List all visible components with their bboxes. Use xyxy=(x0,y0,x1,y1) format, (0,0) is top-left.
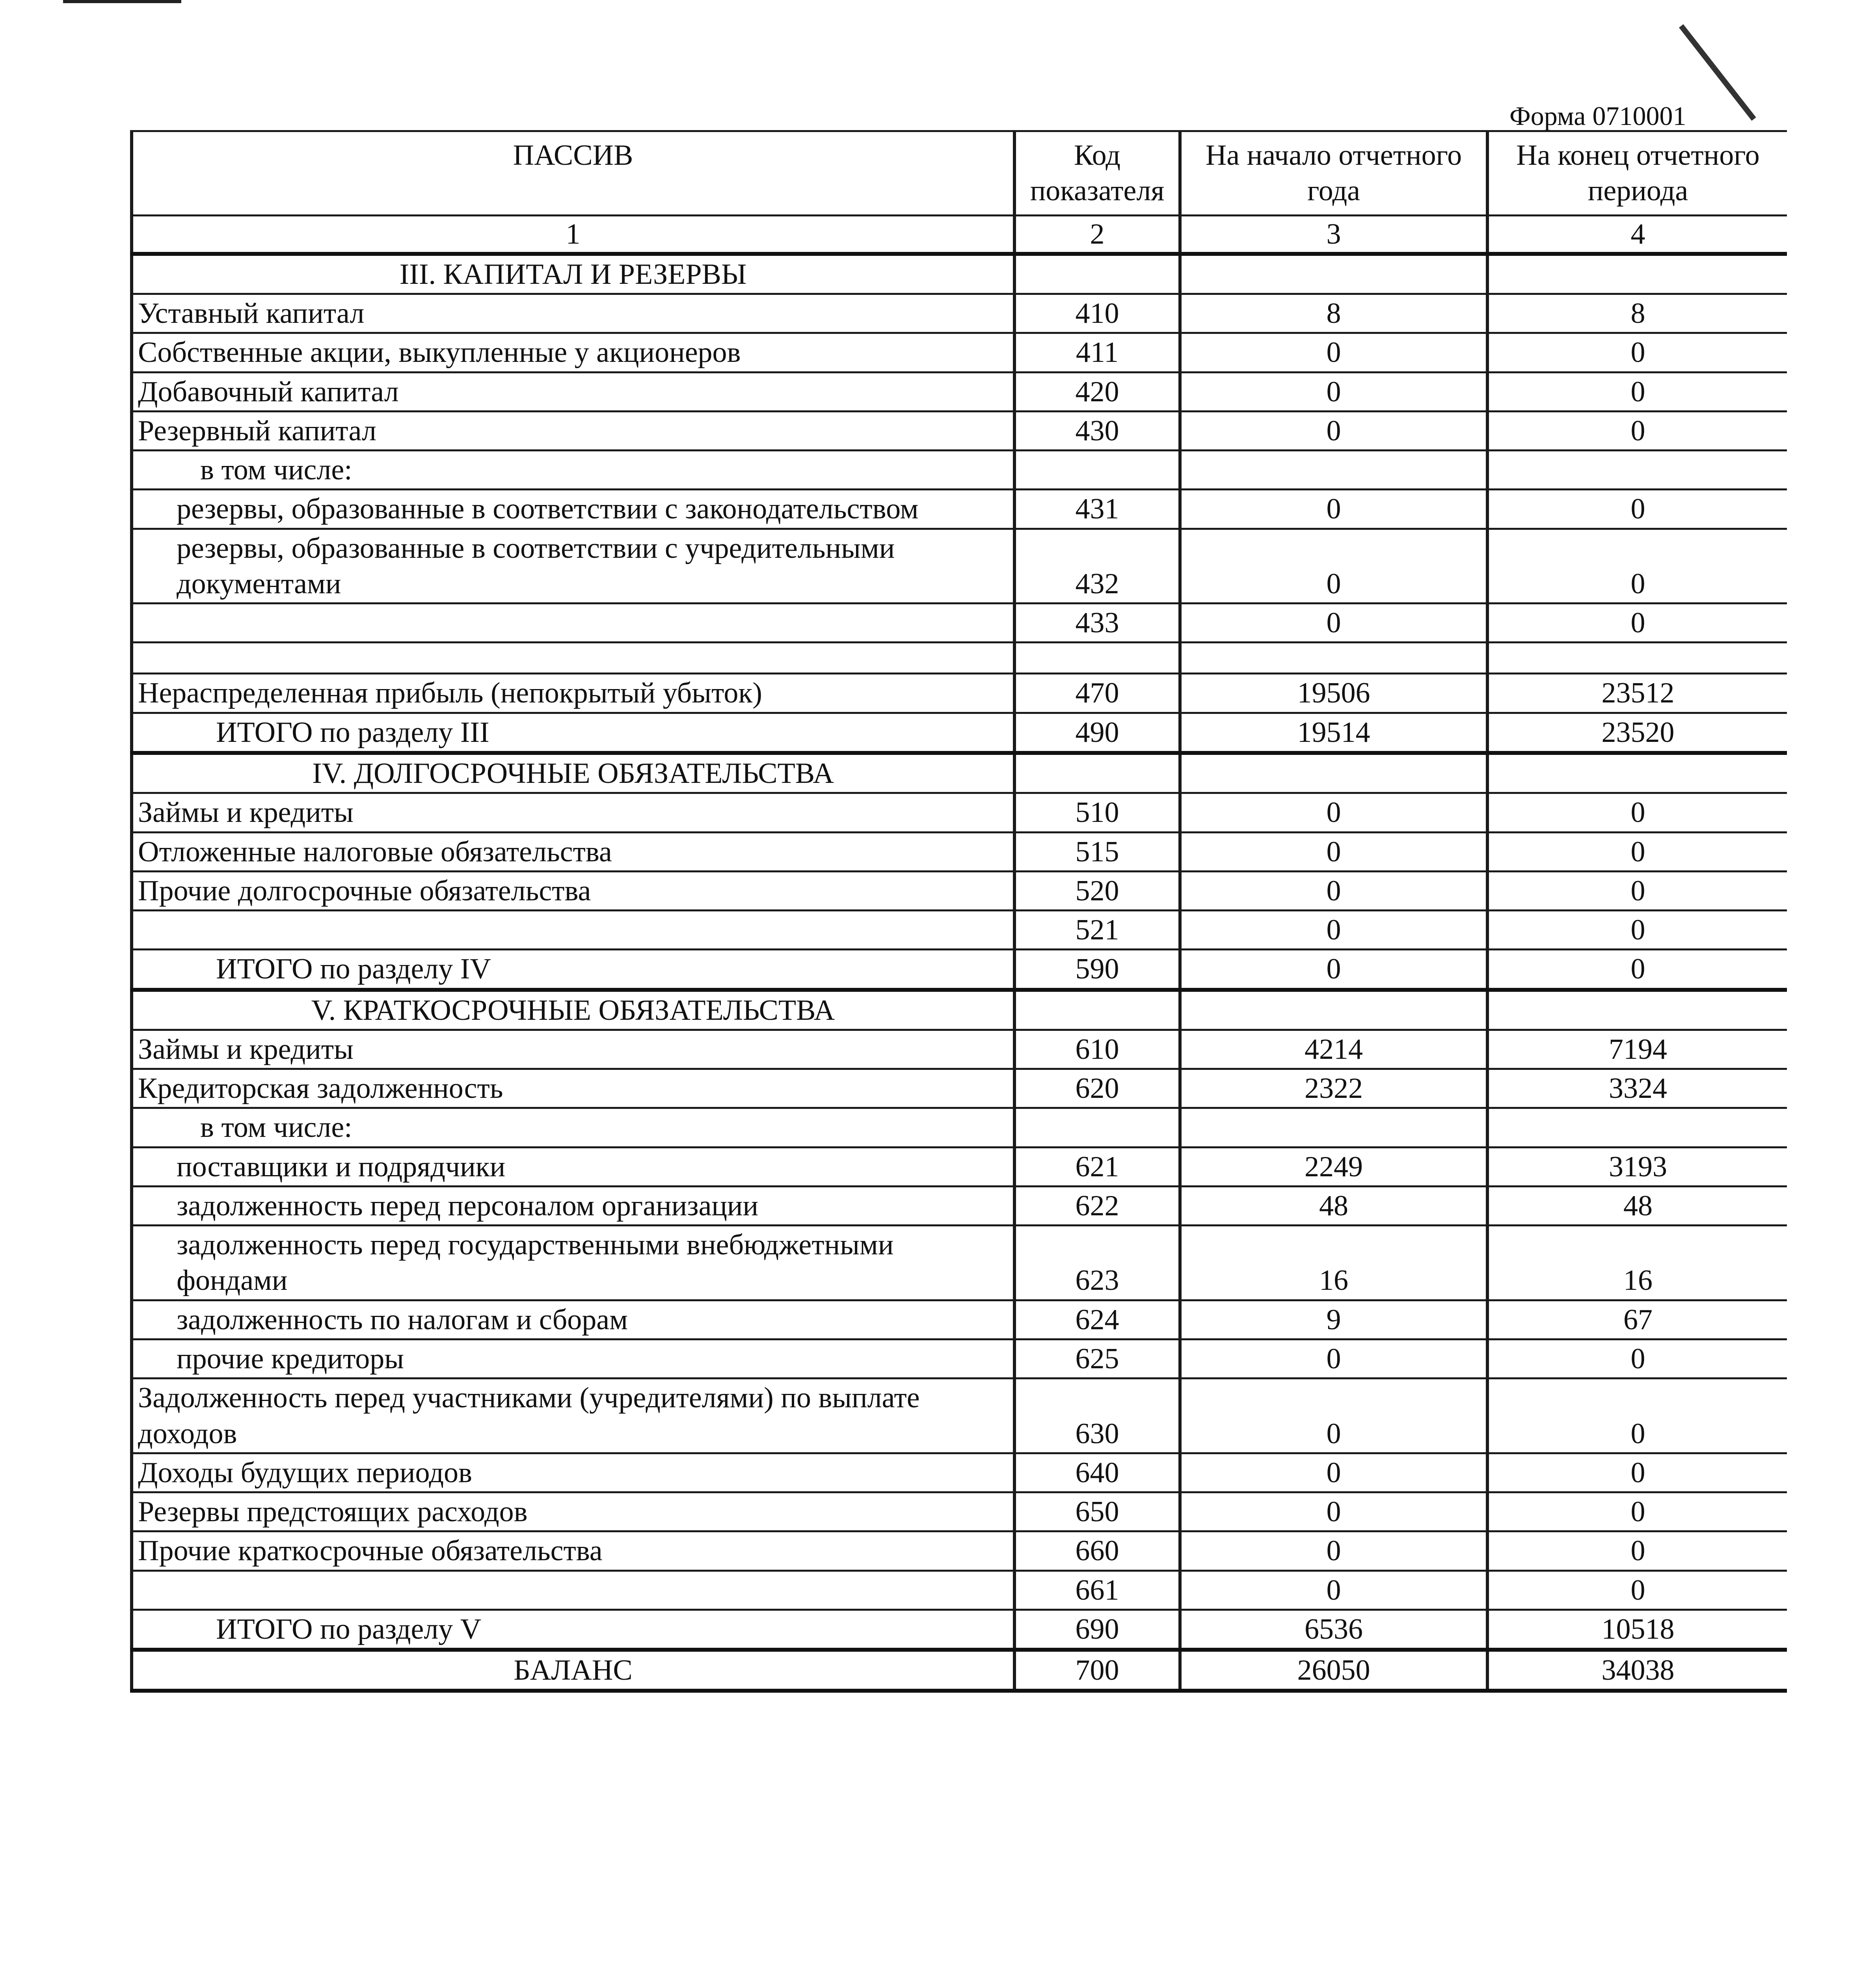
table-row xyxy=(132,832,1787,871)
header-start: На начало отчетного года xyxy=(1180,131,1487,216)
col-index: 3 xyxy=(1180,215,1487,254)
row-label: Собственные акции, выкупленные у акционеров xyxy=(132,333,1014,372)
row-label: ИТОГО по разделу V xyxy=(132,1610,1014,1650)
row-code: 430 xyxy=(1014,411,1180,450)
value-start: 19514 xyxy=(1180,713,1487,753)
table-row xyxy=(132,1570,1787,1610)
row-label: задолженность по налогам и сборам xyxy=(132,1300,1014,1339)
row-code: 624 xyxy=(1014,1300,1180,1339)
row-code: 622 xyxy=(1014,1186,1180,1225)
value-start: 0 xyxy=(1180,1453,1487,1492)
table-row xyxy=(132,1300,1787,1339)
table-row xyxy=(132,451,1787,490)
row-code: 590 xyxy=(1014,950,1180,990)
section-title: IV. ДОЛГОСРОЧНЫЕ ОБЯЗАТЕЛЬСТВА xyxy=(132,753,1014,793)
value-start: 19506 xyxy=(1180,674,1487,713)
row-label: ИТОГО по разделу III xyxy=(132,713,1014,753)
row-code: 510 xyxy=(1014,793,1180,832)
table-row xyxy=(132,1147,1787,1186)
table-row xyxy=(132,871,1787,910)
value-start: 0 xyxy=(1180,604,1487,643)
value-end: 67 xyxy=(1487,1300,1787,1339)
value-start: 26050 xyxy=(1180,1650,1487,1691)
row-label: резервы, образованные в соответствии с учредительными документами xyxy=(132,529,1014,604)
value-end: 48 xyxy=(1487,1186,1787,1225)
value-end: 0 xyxy=(1487,490,1787,529)
value-start: 0 xyxy=(1180,490,1487,529)
row-label: прочие кредиторы xyxy=(132,1339,1014,1378)
row-label: задолженность перед государственными внебюджетными фондами xyxy=(132,1226,1014,1300)
value-end: 0 xyxy=(1487,1570,1787,1610)
row-label: Резервы предстоящих расходов xyxy=(132,1492,1014,1531)
value-start: 0 xyxy=(1180,950,1487,990)
row-code: 661 xyxy=(1014,1570,1180,1610)
row-code: 640 xyxy=(1014,1453,1180,1492)
value-end: 3193 xyxy=(1487,1147,1787,1186)
value-end: 16 xyxy=(1487,1226,1787,1300)
table-row xyxy=(132,490,1787,529)
value-start: 9 xyxy=(1180,1300,1487,1339)
row-label xyxy=(132,911,1014,950)
value-start: 0 xyxy=(1180,529,1487,604)
row-code: 410 xyxy=(1014,294,1180,333)
row-code: 411 xyxy=(1014,333,1180,372)
value-start: 0 xyxy=(1180,1531,1487,1570)
value-start: 0 xyxy=(1180,1339,1487,1378)
row-code: 521 xyxy=(1014,911,1180,950)
row-label xyxy=(132,604,1014,643)
value-end: 0 xyxy=(1487,1531,1787,1570)
row-label: Займы и кредиты xyxy=(132,1030,1014,1069)
value-end: 34038 xyxy=(1487,1650,1787,1691)
balance-label: БАЛАНС xyxy=(132,1650,1014,1691)
row-label: Прочие долгосрочные обязательства xyxy=(132,871,1014,910)
value-start: 4214 xyxy=(1180,1030,1487,1069)
value-start: 0 xyxy=(1180,372,1487,411)
value-start: 16 xyxy=(1180,1226,1487,1300)
value-end: 0 xyxy=(1487,333,1787,372)
row-label xyxy=(132,1570,1014,1610)
row-label: задолженность перед персоналом организации xyxy=(132,1186,1014,1225)
row-label: поставщики и подрядчики xyxy=(132,1147,1014,1186)
row-label: Задолженность перед участниками (учредителями) по выплате доходов xyxy=(132,1379,1014,1453)
row-label: Кредиторская задолженность xyxy=(132,1069,1014,1108)
value-start: 0 xyxy=(1180,1570,1487,1610)
table-row xyxy=(132,1030,1787,1069)
value-end: 10518 xyxy=(1487,1610,1787,1650)
table-row xyxy=(132,1108,1787,1147)
table-row xyxy=(132,674,1787,713)
row-code: 623 xyxy=(1014,1226,1180,1300)
table-row xyxy=(132,793,1787,832)
table-row xyxy=(132,911,1787,950)
balance-row xyxy=(132,1650,1787,1691)
header-code: Код показателя xyxy=(1014,131,1180,216)
header-row xyxy=(132,131,1787,216)
empty-row xyxy=(132,643,1787,674)
value-end: 0 xyxy=(1487,529,1787,604)
row-label: Уставный капитал xyxy=(132,294,1014,333)
value-end: 0 xyxy=(1487,372,1787,411)
value-start: 6536 xyxy=(1180,1610,1487,1650)
value-end: 0 xyxy=(1487,832,1787,871)
including-label: в том числе: xyxy=(132,1108,1014,1147)
header-passiv: ПАССИВ xyxy=(132,131,1014,216)
value-start: 0 xyxy=(1180,1379,1487,1453)
total-row xyxy=(132,1610,1787,1650)
table-row xyxy=(132,1069,1787,1108)
table-row xyxy=(132,294,1787,333)
value-end: 0 xyxy=(1487,911,1787,950)
table-row xyxy=(132,604,1787,643)
value-end: 23512 xyxy=(1487,674,1787,713)
value-end: 0 xyxy=(1487,604,1787,643)
row-label: Займы и кредиты xyxy=(132,793,1014,832)
table-row xyxy=(132,1339,1787,1378)
total-row xyxy=(132,713,1787,753)
row-code: 515 xyxy=(1014,832,1180,871)
row-label: резервы, образованные в соответствии с законодательством xyxy=(132,490,1014,529)
row-code: 630 xyxy=(1014,1379,1180,1453)
row-label: Отложенные налоговые обязательства xyxy=(132,832,1014,871)
row-label: ИТОГО по разделу IV xyxy=(132,950,1014,990)
value-start: 0 xyxy=(1180,911,1487,950)
value-end: 0 xyxy=(1487,1492,1787,1531)
row-label: Резервный капитал xyxy=(132,411,1014,450)
row-code: 690 xyxy=(1014,1610,1180,1650)
value-end: 0 xyxy=(1487,1379,1787,1453)
row-code: 650 xyxy=(1014,1492,1180,1531)
value-start: 0 xyxy=(1180,411,1487,450)
scan-artifact xyxy=(63,0,181,3)
liabilities-table xyxy=(130,130,1787,1693)
form-number: Форма 0710001 xyxy=(1509,101,1686,131)
value-end: 3324 xyxy=(1487,1069,1787,1108)
row-label: Доходы будущих периодов xyxy=(132,1453,1014,1492)
row-code: 420 xyxy=(1014,372,1180,411)
row-code: 431 xyxy=(1014,490,1180,529)
row-label: Добавочный капитал xyxy=(132,372,1014,411)
value-start: 8 xyxy=(1180,294,1487,333)
value-end: 23520 xyxy=(1487,713,1787,753)
value-start: 0 xyxy=(1180,832,1487,871)
table-row xyxy=(132,1226,1787,1300)
value-start: 2322 xyxy=(1180,1069,1487,1108)
value-end: 8 xyxy=(1487,294,1787,333)
value-end: 0 xyxy=(1487,793,1787,832)
row-code: 700 xyxy=(1014,1650,1180,1691)
value-start: 0 xyxy=(1180,333,1487,372)
table-row xyxy=(132,1453,1787,1492)
row-code: 520 xyxy=(1014,871,1180,910)
row-code: 621 xyxy=(1014,1147,1180,1186)
section-heading xyxy=(132,254,1787,294)
section-heading xyxy=(132,990,1787,1030)
table-row xyxy=(132,333,1787,372)
row-code: 625 xyxy=(1014,1339,1180,1378)
row-code: 660 xyxy=(1014,1531,1180,1570)
col-index: 1 xyxy=(132,215,1014,254)
value-end: 0 xyxy=(1487,411,1787,450)
value-start: 0 xyxy=(1180,793,1487,832)
table-row xyxy=(132,1379,1787,1453)
total-row xyxy=(132,950,1787,990)
value-end: 0 xyxy=(1487,871,1787,910)
row-code: 432 xyxy=(1014,529,1180,604)
section-title: V. КРАТКОСРОЧНЫЕ ОБЯЗАТЕЛЬСТВА xyxy=(132,990,1014,1030)
section-title: III. КАПИТАЛ И РЕЗЕРВЫ xyxy=(132,254,1014,294)
scan-artifact xyxy=(1679,24,1756,121)
table-row xyxy=(132,411,1787,450)
header-end: На конец отчетного периода xyxy=(1487,131,1787,216)
row-code: 433 xyxy=(1014,604,1180,643)
value-start: 0 xyxy=(1180,1492,1487,1531)
col-index: 4 xyxy=(1487,215,1787,254)
value-end: 0 xyxy=(1487,1453,1787,1492)
row-label: Прочие краткосрочные обязательства xyxy=(132,1531,1014,1570)
table-row xyxy=(132,1492,1787,1531)
row-code: 470 xyxy=(1014,674,1180,713)
column-index-row xyxy=(132,215,1787,254)
col-index: 2 xyxy=(1014,215,1180,254)
row-code: 490 xyxy=(1014,713,1180,753)
value-start: 48 xyxy=(1180,1186,1487,1225)
table-row xyxy=(132,529,1787,604)
row-label: Нераспределенная прибыль (непокрытый убыток) xyxy=(132,674,1014,713)
table-row xyxy=(132,372,1787,411)
table-row xyxy=(132,1531,1787,1570)
row-code: 620 xyxy=(1014,1069,1180,1108)
value-end: 7194 xyxy=(1487,1030,1787,1069)
section-heading xyxy=(132,753,1787,793)
value-end: 0 xyxy=(1487,1339,1787,1378)
value-end: 0 xyxy=(1487,950,1787,990)
row-code: 610 xyxy=(1014,1030,1180,1069)
table-row xyxy=(132,1186,1787,1225)
including-label: в том числе: xyxy=(132,451,1014,490)
value-start: 0 xyxy=(1180,871,1487,910)
value-start: 2249 xyxy=(1180,1147,1487,1186)
